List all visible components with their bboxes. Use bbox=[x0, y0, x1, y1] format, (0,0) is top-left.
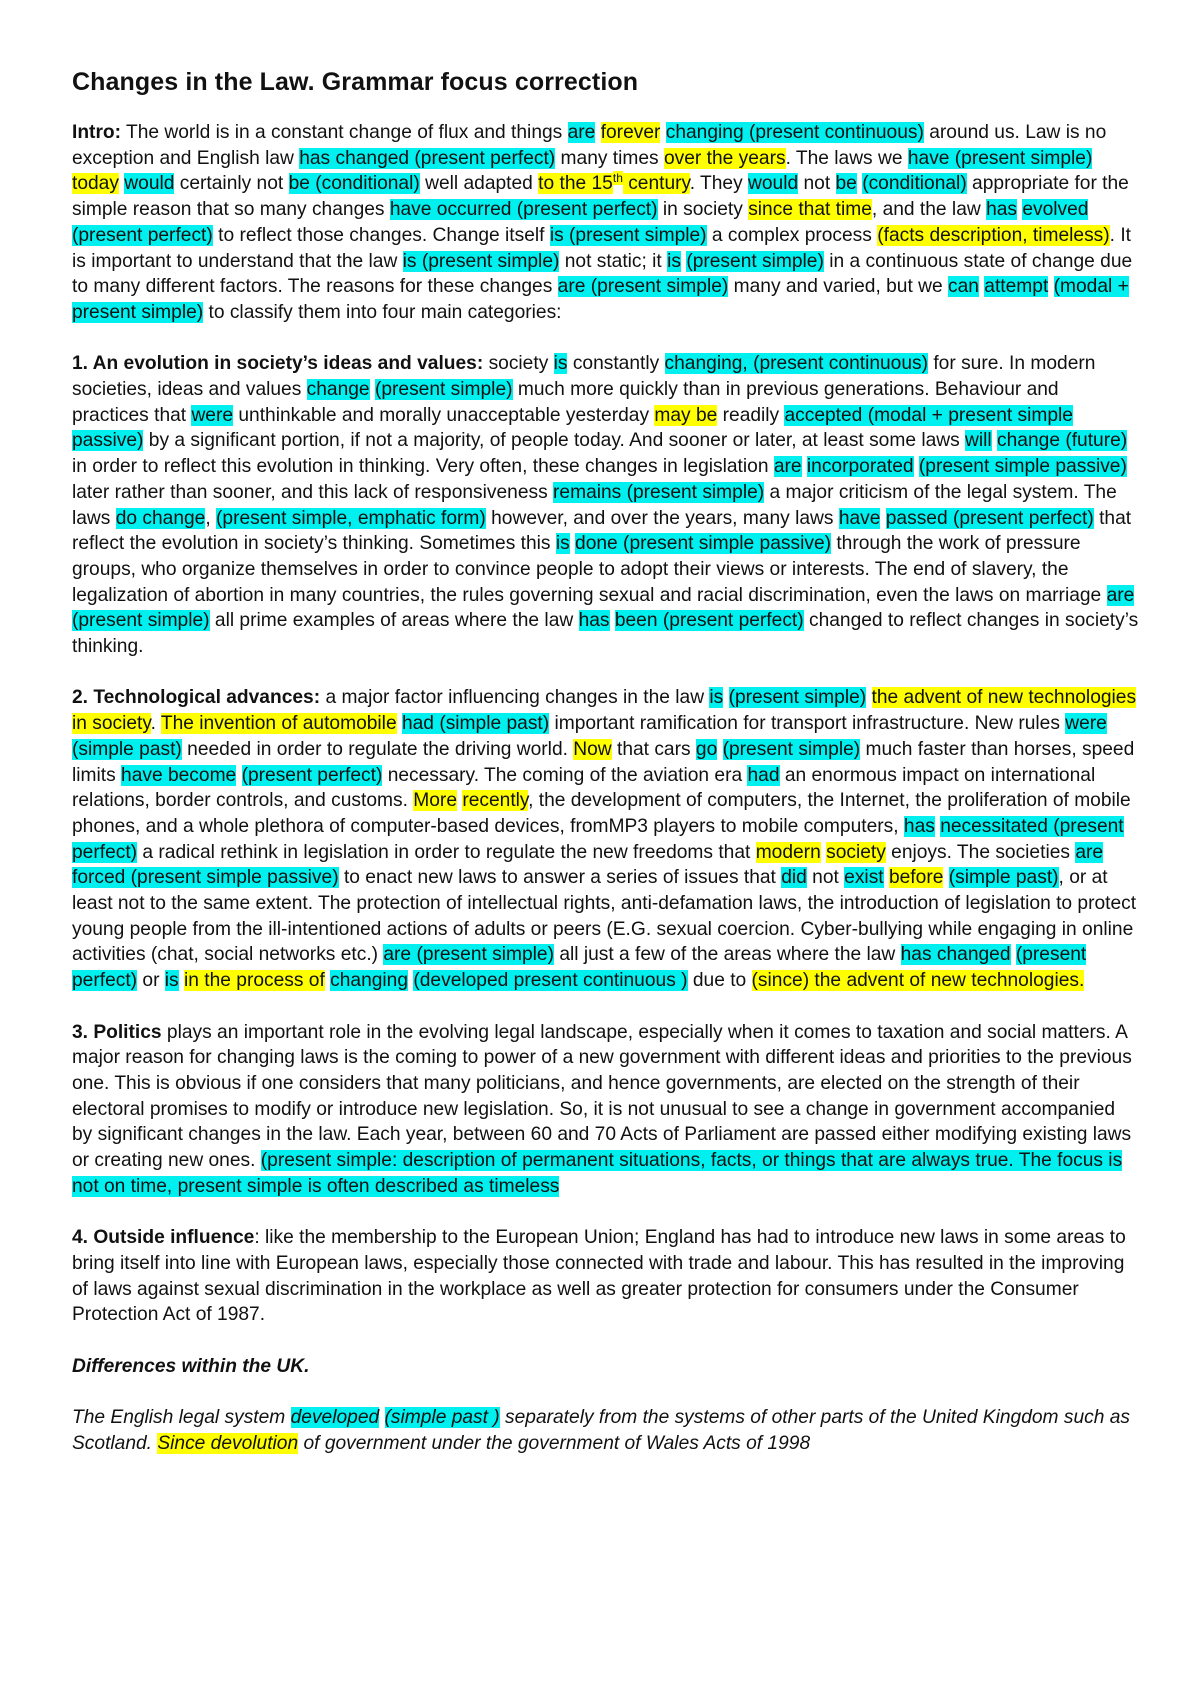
yellow-highlight: over the years bbox=[663, 147, 786, 169]
text-run: well adapted bbox=[419, 173, 539, 195]
text-run: The world is in a constant change of flux and things bbox=[121, 122, 568, 143]
yellow-highlight: may be bbox=[654, 404, 718, 426]
yellow-highlight: since that time bbox=[748, 199, 872, 221]
yellow-highlight: society bbox=[826, 841, 886, 863]
cyan-highlight: have (present simple) bbox=[907, 147, 1093, 169]
text-run: many times bbox=[555, 147, 664, 169]
text-run: . They bbox=[689, 173, 749, 195]
text-run: . bbox=[150, 713, 161, 735]
cyan-highlight: (conditional) bbox=[862, 173, 967, 195]
text-run bbox=[717, 739, 722, 760]
text-run: a radical rethink in legislation in order to regulate the new freedoms that bbox=[137, 841, 756, 863]
cyan-highlight: have become bbox=[121, 764, 237, 786]
cyan-highlight: (present simple: description of permanent situations, facts, or things that are always true. The focus is not on time, present simple is often described as timeless bbox=[72, 1150, 1123, 1197]
paragraph-politics bbox=[72, 1020, 1140, 1200]
cyan-highlight: has bbox=[578, 610, 610, 632]
yellow-highlight: today bbox=[72, 173, 119, 195]
cyan-highlight: are bbox=[773, 456, 802, 478]
text-run: : like the membership to the European Union; England has had to introduce new laws in some areas to bring itself into line with European laws, especially those connected with trade and labour. This has resulted in the improving of laws against sexual discrimination in the workplace as well as greater protection for consumers under the Consumer Protection Act of 1987. bbox=[72, 1227, 1126, 1326]
text-run: however, and over the years, many laws bbox=[485, 507, 839, 529]
cyan-highlight: has changed (present perfect) bbox=[299, 147, 556, 169]
subheading-differences: Differences within the UK. bbox=[72, 1355, 310, 1377]
cyan-highlight: passed (present perfect) bbox=[885, 507, 1094, 529]
text-run: later rather than sooner, and this lack of responsiveness bbox=[72, 481, 554, 503]
text-run: , the development of computers, the Internet, the proliferation of mobile phones, and a whole plethora of computer-based devices, fromMP3 players to mobile computers, bbox=[72, 790, 1131, 837]
text-run: for sure. In modern societies, ideas and values bbox=[72, 353, 1096, 401]
cyan-highlight: be bbox=[835, 173, 857, 195]
cyan-highlight: (present simple passive) bbox=[918, 456, 1127, 478]
section-heading: 2. Technological advances: bbox=[72, 687, 321, 709]
paragraph-evolution bbox=[72, 351, 1140, 659]
text-run: to reflect those changes. Change itself bbox=[212, 224, 550, 246]
cyan-highlight: (simple past ) bbox=[384, 1407, 500, 1429]
text-run: all prime examples of areas where the law bbox=[209, 610, 579, 632]
cyan-highlight: would bbox=[748, 173, 799, 195]
cyan-highlight: remains (present simple) bbox=[553, 481, 765, 503]
cyan-highlight: were bbox=[191, 404, 234, 426]
text-run: a major criticism of the legal system. The laws bbox=[72, 481, 1117, 529]
yellow-highlight: modern bbox=[755, 841, 821, 863]
cyan-highlight: (present simple) bbox=[728, 687, 867, 709]
text-run: an enormous impact on international relations, border controls, and customs. bbox=[72, 764, 1096, 812]
text-run: enjoys. The societies bbox=[885, 841, 1076, 863]
section-heading: 4. Outside influence bbox=[72, 1227, 255, 1249]
text-run: in order to reflect this evolution in thinking. Very often, these changes in legislation bbox=[72, 456, 774, 478]
text-run bbox=[1048, 276, 1053, 297]
cyan-highlight: did bbox=[781, 867, 807, 889]
text-run: certainly not bbox=[174, 173, 289, 195]
cyan-highlight: are bbox=[567, 122, 596, 143]
paragraph-technology bbox=[72, 685, 1140, 993]
text-run: through the work of pressure groups, who organize themselves in order to convince people to adopt their views or interests. The end of slavery, the legalization of abortion in many countries, the rules governing sexual and racial discrimination, even the laws on marriage bbox=[72, 533, 1107, 606]
text-run: around us. Law is no exception and English law bbox=[72, 122, 1107, 169]
cyan-highlight: has bbox=[903, 815, 935, 837]
yellow-highlight: before bbox=[888, 867, 944, 889]
cyan-highlight: had bbox=[747, 764, 780, 786]
text-run: constantly bbox=[567, 353, 665, 375]
section-heading: 1. An evolution in society’s ideas and values: bbox=[72, 353, 484, 375]
cyan-highlight: is (present simple) bbox=[549, 224, 707, 246]
yellow-highlight: to the 15 bbox=[538, 173, 613, 195]
yellow-highlight: (since) the advent of new technologies. bbox=[751, 970, 1085, 992]
cyan-highlight: has bbox=[986, 199, 1017, 221]
text-run: , or at least not to the same extent. The protection of intellectual rights, anti-defamation laws, the introduction of legislation to protect young people from the ill-intentioned actions of adults or peers (E.G. sexual coercion. Cyber-bullying while engaging in online activities (chat, social networks etc.) bbox=[72, 867, 1137, 966]
cyan-highlight: (present simple) bbox=[686, 250, 824, 272]
text-run: needed in order to regulate the driving world. bbox=[181, 738, 574, 760]
cyan-highlight: had (simple past) bbox=[401, 713, 550, 735]
cyan-highlight: (present perfect) bbox=[72, 944, 1087, 992]
cyan-highlight: is bbox=[555, 533, 570, 555]
cyan-highlight: be (conditional) bbox=[288, 173, 420, 195]
cyan-highlight: developed bbox=[290, 1407, 380, 1429]
text-run: due to bbox=[687, 970, 752, 992]
text-run bbox=[236, 765, 241, 786]
cyan-highlight: been bbox=[614, 610, 663, 632]
cyan-highlight: have occurred (present perfect) bbox=[389, 199, 658, 221]
cyan-highlight: done (present simple passive) bbox=[575, 533, 832, 555]
cyan-highlight: is bbox=[553, 353, 568, 375]
text-run: not bbox=[806, 867, 845, 889]
text-run bbox=[866, 687, 871, 708]
text-run: unthinkable and morally unacceptable yesterday bbox=[233, 404, 655, 426]
text-run: appropriate for the simple reason that so many changes bbox=[72, 173, 1129, 221]
cyan-highlight: (present perfect) bbox=[241, 764, 383, 786]
yellow-highlight: in the process of bbox=[184, 970, 325, 992]
yellow-highlight: The invention of automobile bbox=[160, 713, 397, 735]
cyan-highlight: accepted (modal + present simple passive) bbox=[72, 404, 1073, 452]
cyan-highlight: have bbox=[838, 507, 881, 529]
text-run: not static; it bbox=[559, 250, 668, 272]
cyan-highlight: will bbox=[965, 430, 992, 452]
cyan-highlight: (present simple, emphatic form) bbox=[216, 507, 486, 529]
cyan-highlight: can bbox=[948, 276, 979, 298]
cyan-highlight: (present perfect) bbox=[662, 610, 804, 632]
yellow-highlight: Since devolution bbox=[157, 1432, 299, 1454]
cyan-highlight: is (present simple) bbox=[402, 250, 560, 272]
text-run bbox=[379, 1407, 384, 1428]
cyan-highlight: change (future) bbox=[997, 430, 1128, 452]
cyan-highlight: are bbox=[1075, 841, 1104, 863]
text-run: , bbox=[205, 507, 217, 529]
text-run: that reflect the evolution in society’s thinking. Sometimes this bbox=[72, 507, 1132, 555]
text-run bbox=[943, 867, 948, 888]
cyan-highlight: attempt bbox=[984, 276, 1049, 298]
text-run bbox=[723, 687, 728, 708]
cyan-highlight: forced (present simple passive) bbox=[72, 867, 339, 889]
yellow-highlight: recently bbox=[462, 790, 529, 812]
text-run bbox=[660, 122, 665, 143]
text-run: readily bbox=[717, 404, 785, 426]
text-run: a complex process bbox=[706, 224, 878, 246]
cyan-highlight: changing (present continuous) bbox=[665, 122, 924, 143]
cyan-highlight: would bbox=[124, 173, 175, 195]
cyan-highlight: were bbox=[1065, 713, 1107, 735]
yellow-highlight: (facts description, timeless) bbox=[877, 224, 1110, 246]
cyan-highlight: go bbox=[695, 738, 718, 760]
text-run: of government under the government of Wales Acts of 1998 bbox=[298, 1432, 811, 1454]
text-run bbox=[880, 508, 885, 529]
cyan-highlight: exist bbox=[844, 867, 884, 889]
cyan-highlight: is bbox=[667, 250, 681, 272]
text-run: in society bbox=[657, 199, 749, 221]
text-run: The English legal system bbox=[72, 1407, 291, 1429]
paragraph-intro bbox=[72, 120, 1140, 326]
cyan-highlight: (present simple) bbox=[722, 738, 861, 760]
text-run: a major factor influencing changes in the law bbox=[320, 687, 710, 709]
yellow-highlight: More bbox=[413, 790, 457, 812]
cyan-highlight: incorporated bbox=[806, 456, 914, 478]
cyan-highlight: necessitated (present perfect) bbox=[72, 815, 1124, 863]
document-page bbox=[72, 68, 1140, 1482]
yellow-highlight: century bbox=[622, 173, 690, 195]
text-run: necessary. The coming of the aviation era bbox=[382, 764, 748, 786]
cyan-highlight: are (present simple) bbox=[383, 944, 554, 966]
text-run: to enact new laws to answer a series of issues that bbox=[338, 867, 782, 889]
paragraph-differences bbox=[72, 1405, 1140, 1456]
text-run bbox=[595, 122, 600, 143]
cyan-highlight: are (present simple) bbox=[557, 276, 729, 298]
text-run: changed to reflect changes in society’s thinking. bbox=[72, 610, 1139, 658]
section-heading: Intro: bbox=[72, 122, 122, 143]
text-run: not bbox=[798, 173, 836, 195]
document-title: Changes in the Law. Grammar focus correction bbox=[72, 68, 639, 96]
cyan-highlight: has changed bbox=[900, 944, 1011, 966]
text-run: . The laws we bbox=[785, 147, 908, 169]
cyan-highlight: is bbox=[164, 970, 179, 992]
superscript: th bbox=[612, 171, 623, 186]
text-run: . It is important to understand that the law bbox=[72, 224, 1131, 272]
text-run: , and the law bbox=[871, 199, 987, 221]
text-run: society bbox=[483, 353, 554, 375]
yellow-highlight: forever bbox=[600, 122, 661, 143]
text-run: to classify them into four main categories: bbox=[203, 301, 562, 323]
yellow-highlight: Now bbox=[573, 738, 612, 760]
text-run: separately from the systems of other parts of the United Kingdom such as Scotland. bbox=[72, 1407, 1130, 1454]
cyan-highlight: changing bbox=[330, 970, 409, 992]
text-run: important ramification for transport infrastructure. New rules bbox=[549, 713, 1066, 735]
paragraph-outside-influence bbox=[72, 1225, 1140, 1328]
text-run: all just a few of the areas where the law bbox=[554, 944, 901, 966]
cyan-highlight: (developed present continuous ) bbox=[413, 970, 688, 992]
cyan-highlight: (simple past) bbox=[948, 867, 1059, 889]
text-run: that cars bbox=[611, 738, 696, 760]
text-run: plays an important role in the evolving legal landscape, especially when it comes to taxation and social matters. A major reason for changing laws is the coming to power of a new government with different ideas and priorities to the previous one. This is obvious if one considers that many politicians, and hence governments, are elected on the strength of their electoral promises to modify or introduce new legislation. So, it is not unusual to see a change in government accompanied by significant changes in the law. Each year, between 60 and 70 Acts of Parliament are passed either modifying existing laws or creating new ones. bbox=[72, 1021, 1132, 1172]
cyan-highlight: change bbox=[306, 379, 370, 401]
cyan-highlight: (simple past) bbox=[72, 738, 182, 760]
cyan-highlight: (present simple) bbox=[374, 379, 513, 401]
cyan-highlight: is bbox=[709, 687, 724, 709]
text-run: much more quickly than in previous generations. Behaviour and practices that bbox=[72, 379, 1059, 426]
cyan-highlight: do change bbox=[115, 507, 206, 529]
section-heading: 3. Politics bbox=[72, 1021, 162, 1043]
cyan-highlight: (modal + present simple) bbox=[72, 276, 1129, 323]
text-run: much faster than horses, speed limits bbox=[72, 738, 1135, 786]
cyan-highlight: are (present simple) bbox=[72, 584, 1135, 632]
text-run: or bbox=[137, 970, 165, 992]
text-run: in a continuous state of change due to many different factors. The reasons for these changes bbox=[72, 250, 1133, 298]
yellow-highlight: the advent of new technologies in society bbox=[72, 687, 1137, 735]
text-run: many and varied, but we bbox=[728, 276, 948, 298]
text-run: by a significant portion, if not a majority, of people today. And sooner or later, at least some laws bbox=[143, 430, 966, 452]
cyan-highlight: changing, (present continuous) bbox=[664, 353, 929, 375]
cyan-highlight: evolved (present perfect) bbox=[72, 199, 1089, 246]
